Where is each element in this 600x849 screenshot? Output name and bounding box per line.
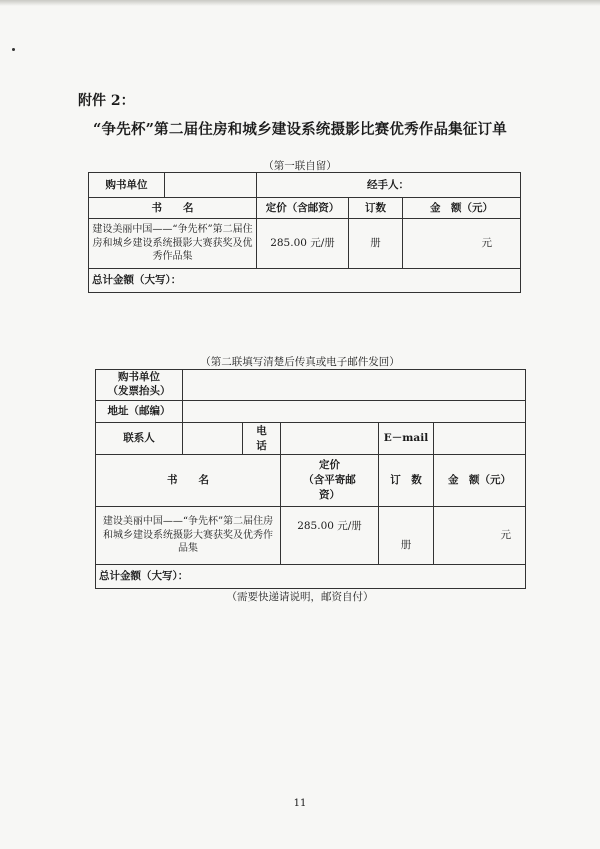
price-header: [281, 455, 379, 507]
buyer-field[interactable]: [183, 370, 526, 401]
buyer-label: [96, 370, 183, 401]
price-header-line3: 资）: [319, 489, 340, 502]
book-name-cell: 建设美丽中国——“争先杯”第二届住房和城乡建设系统摄影大赛获奖及优秀作品集: [96, 507, 281, 565]
address-field[interactable]: [183, 401, 526, 423]
page-number: 11: [293, 798, 307, 809]
phone-label: [243, 423, 281, 455]
quantity-field[interactable]: 册: [379, 507, 434, 565]
amount-field[interactable]: 元: [434, 507, 526, 565]
address-label: 地址（邮编）: [96, 401, 183, 423]
phone-label-line2: 话: [256, 439, 267, 452]
price-header-line1: 定价: [319, 458, 340, 471]
handler-field[interactable]: 经手人：: [257, 173, 521, 198]
price-cell: 285.00 元/册: [281, 507, 379, 565]
price-header: 定价（含邮资）: [257, 198, 349, 219]
quantity-header: 订数: [349, 198, 403, 219]
price-cell: 285.00 元/册: [257, 219, 349, 269]
buyer-label-line1: 购书单位: [118, 371, 160, 384]
price-header-line2: （含平寄邮: [303, 473, 356, 486]
amount-header: 金 额（元）: [403, 198, 521, 219]
scan-edge: [0, 0, 600, 6]
amount-header: 金 额（元）: [434, 455, 526, 507]
order-form-copy2: [95, 369, 526, 589]
buyer-field[interactable]: [165, 173, 257, 198]
buyer-label: 购书单位: [89, 173, 165, 198]
amount-field[interactable]: 元: [403, 219, 521, 269]
buyer-label-line2: （发票抬头）: [107, 385, 171, 397]
contact-field[interactable]: [183, 423, 243, 455]
quantity-field[interactable]: 册: [349, 219, 403, 269]
document-title: “争先杯”第二届住房和城乡建设系统摄影比赛优秀作品集征订单: [93, 121, 507, 138]
copy1-note: （第一联自留）: [263, 160, 337, 172]
attachment-label: 附件 2：: [78, 93, 135, 109]
book-name-cell: 建设美丽中国——“争先杯”第二届住房和城乡建设系统摄影大赛获奖及优秀作品集: [89, 219, 257, 269]
total-amount-field[interactable]: 总计金额（大写）：: [89, 269, 521, 293]
contact-label: 联系人: [96, 423, 183, 455]
total-amount-field[interactable]: 总计金额（大写）：: [96, 565, 526, 589]
phone-label-line1: 电: [256, 425, 267, 438]
shipping-footnote: （需要快递请说明，邮资自付）: [226, 591, 374, 603]
scan-dot: [12, 48, 15, 51]
email-label: E－mail: [379, 423, 434, 455]
copy2-note: （第二联填写清楚后传真或电子邮件发回）: [200, 356, 400, 368]
email-field[interactable]: [434, 423, 526, 455]
order-form-copy1: [88, 172, 521, 293]
phone-field[interactable]: [281, 423, 379, 455]
quantity-header: 订 数: [379, 455, 434, 507]
book-name-header: 书 名: [96, 455, 281, 507]
book-name-header: 书 名: [89, 198, 257, 219]
